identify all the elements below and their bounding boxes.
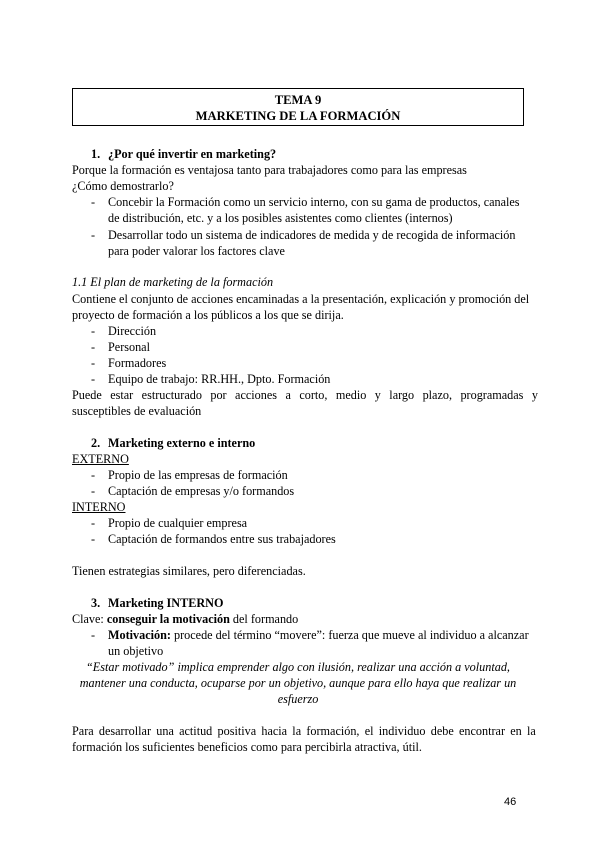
interno-bullet-2: Captación de formandos entre sus trabajadores [108,532,336,546]
quote-line-1: “Estar motivado” implica emprender algo con ilusión, realizar una acción a voluntad, [86,660,510,674]
section-1-bullet-1-line-2: de distribución, etc. y a los posibles asistentes como clientes (internos) [108,211,453,225]
section-1-heading: ¿Por qué invertir en marketing? [108,147,277,161]
clave-line [72,611,298,627]
bullet-dash: - [91,356,96,370]
section-2-closing: Tienen estrategias similares, pero diferenciadas. [72,564,306,578]
section-1-1-bullet-1: Dirección [108,324,157,338]
bullet-dash: - [91,532,96,546]
section-2-number: 2. [91,436,101,450]
section-1-bullet-2-line-2: para poder valorar los factores clave [108,244,285,258]
title-box [72,88,524,126]
section-1-bullet-2-line-1: Desarrollar todo un sistema de indicadores de medida y de recogida de información [108,228,516,242]
externo-label: EXTERNO [72,452,129,466]
section-1-1-para2-line-1: Puede estar estructurado por acciones a corto, medio y largo plazo, programadas y [72,388,538,402]
motivacion-bullet-line-2: un objetivo [108,644,164,658]
interno-label: INTERNO [72,500,126,514]
section-1-1-bullet-2: Personal [108,340,150,354]
final-para-line-1: Para desarrollar una actitud positiva hacia la formación, el individuo debe encontrar en la [72,724,536,738]
bullet-dash: - [91,468,96,482]
section-1-number: 1. [91,147,101,161]
section-1-1-para2-line-2: susceptibles de evaluación [72,404,202,418]
motivacion-bullet-line-1 [108,627,529,643]
title-line-1: TEMA 9 [274,93,322,107]
bullet-dash: - [91,340,96,354]
clave-bold: conseguir la motivación [106,612,230,626]
section-1-1-heading: 1.1 El plan de marketing de la formación [72,275,274,289]
section-1-1-para-line-2: proyecto de formación a los públicos a los que se dirija. [72,308,344,322]
motivacion-rest: procede del término “movere”: fuerza que mueve al individuo a alcanzar [170,628,529,642]
title-line-2: MARKETING DE LA FORMACIÓN [195,109,401,123]
clave-prefix: Clave: [72,612,107,626]
bullet-dash: - [91,372,96,386]
section-3-number: 3. [91,596,101,610]
bullet-dash: - [91,516,96,530]
quote-line-3: esfuerzo [277,692,319,706]
section-1-1-bullet-3: Formadores [108,356,167,370]
section-1-bullet-1-line-1: Concebir la Formación como un servicio interno, con su gama de productos, canales [108,195,520,209]
bullet-dash: - [91,228,96,242]
bullet-dash: - [91,484,96,498]
section-1-1-para-line-1: Contiene el conjunto de acciones encaminadas a la presentación, explicación y promoción del [72,292,530,306]
final-para-line-2: formación los suficientes beneficios como para percibirla atractiva, útil. [72,740,422,754]
bullet-dash: - [91,628,96,642]
clave-suffix: del formando [229,612,299,626]
bullet-dash: - [91,195,96,209]
motivacion-bold: Motivación: [108,628,171,642]
quote-line-2: mantener una conducta, ocuparse por un objetivo, aunque para ello haya que realizar un [79,676,517,690]
interno-bullet-1: Propio de cualquier empresa [108,516,248,530]
bullet-dash: - [91,324,96,338]
section-1-line-1: Porque la formación es ventajosa tanto para trabajadores como para las empresas [72,163,467,177]
section-1-line-2: ¿Cómo demostrarlo? [72,179,174,193]
section-2-heading: Marketing externo e interno [108,436,256,450]
section-3-heading: Marketing INTERNO [108,596,224,610]
section-1-1-bullet-4: Equipo de trabajo: RR.HH., Dpto. Formación [108,372,331,386]
externo-bullet-2: Captación de empresas y/o formandos [108,484,295,498]
page-number: 46 [504,796,517,808]
externo-bullet-1: Propio de las empresas de formación [108,468,288,482]
